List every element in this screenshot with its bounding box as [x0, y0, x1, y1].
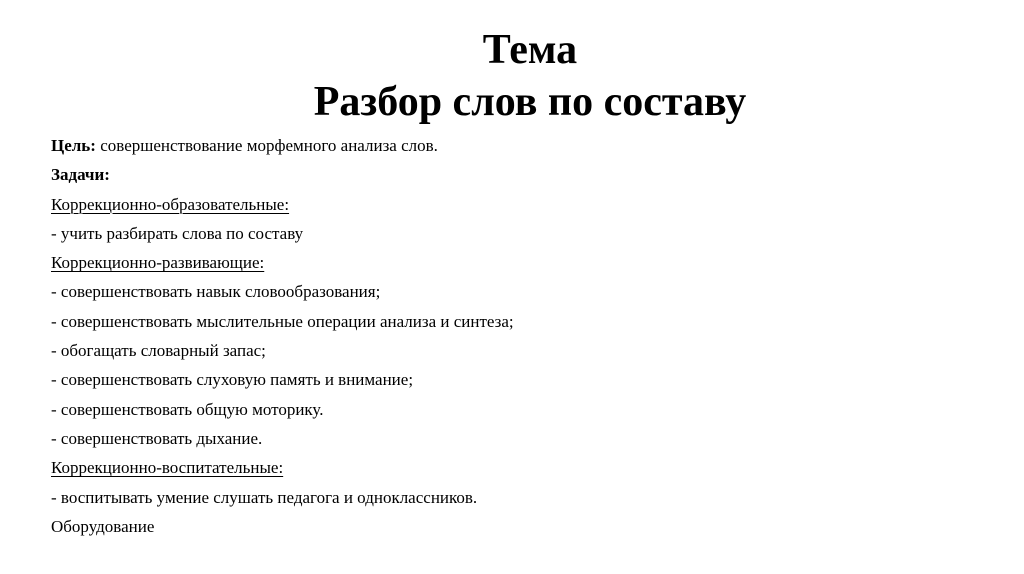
tasks-label: Задачи:	[51, 165, 110, 185]
section-heading-upbringing: Коррекционно-воспитательные:	[51, 458, 284, 478]
slide-title	[280, 24, 780, 128]
task-item: - совершенствовать дыхание.	[51, 428, 263, 448]
section-heading-developmental: Коррекционно-развивающие:	[51, 253, 265, 273]
slide-body	[51, 131, 951, 541]
task-item: - совершенствовать слуховую память и внимание;	[51, 370, 414, 390]
equipment-label: Оборудование	[51, 516, 155, 536]
goal-line	[51, 131, 951, 160]
goal-text: совершенствование морфемного анализа слов.	[95, 136, 438, 155]
title-line-topic: Тема	[482, 27, 578, 73]
title-line-subject: Разбор слов по составу	[313, 79, 747, 125]
section-heading-educational: Коррекционно-образовательные:	[51, 194, 290, 214]
task-item: - совершенствовать общую моторику.	[51, 399, 324, 419]
task-item: - учить разбирать слова по составу	[51, 223, 304, 243]
task-item: - обогащать словарный запас;	[51, 341, 266, 361]
goal-label: Цель:	[51, 136, 96, 155]
task-item: - совершенствовать навык словообразования;	[51, 282, 381, 302]
task-item: - совершенствовать мыслительные операции анализа и синтеза;	[51, 311, 514, 331]
task-item: - воспитывать умение слушать педагога и одноклассников.	[51, 487, 478, 507]
